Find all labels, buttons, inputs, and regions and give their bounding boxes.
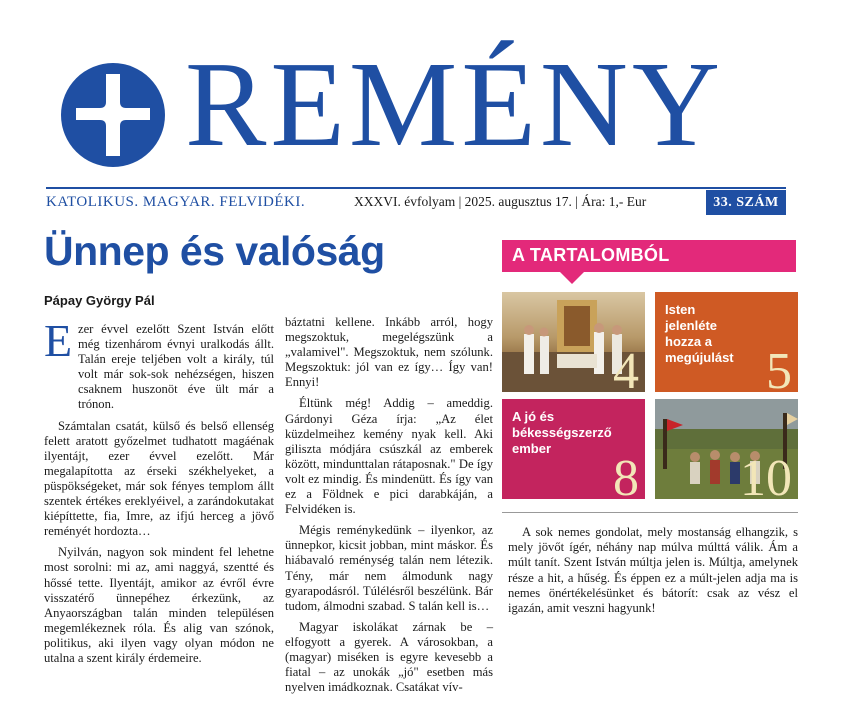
- article-column-2: [285, 315, 493, 701]
- paragraph: báztatni kellene. Inkább arról, hogy megszoktuk, megelégszünk a „valamivel". Megszoktuk, nem szólunk. Megszoktuk: jól van ez így… Így van! Ennyi!: [285, 315, 493, 390]
- article-column-1: [44, 322, 274, 672]
- article-headline: Ünnep és valóság: [44, 228, 385, 274]
- contents-tile-isten-jelenlete[interactable]: [655, 292, 798, 392]
- contents-tile-caption: A jó és békességszerző ember: [512, 409, 612, 456]
- paragraph: Éltünk még! Addig – ameddig. Gárdonyi Géza írja: „Az élet küzdelmeihez kemény nyak kell. Aki giliszta módjára csúszkál az emberek között, mindunttalan rátaposnak." De így volt ez mindig. És mindenütt. És így van ez a Földnek e pici darabkáján, a Felvidéken is.: [285, 396, 493, 517]
- summary-text: A sok nemes gondolat, mely mostanság elhangzik, s mely jövőt ígér, néhány nap múlva múlttá válik. Ám a múlt tanít. Szent István múltja jelen is. Múltja, amelynek része a hit, a hűség. És éppen ez a múlt-jelen adja ma is nemes önértékelésünket és bátorít: csak az vész el igazán, amit veszni hagyunk!: [508, 525, 798, 616]
- page-number: 10: [740, 450, 792, 499]
- dropcap: E: [44, 315, 73, 366]
- page-number: 8: [613, 450, 639, 499]
- issue-info: XXXVI. évfolyam | 2025. augusztus 17. | Ára: 1,- Eur: [354, 194, 647, 209]
- contents-title: A TARTALOMBÓL: [512, 245, 670, 265]
- page-number: 5: [766, 343, 792, 392]
- contents-tile-church-photo[interactable]: [502, 292, 645, 392]
- page-number: 4: [613, 343, 639, 392]
- cross-logo-icon: [58, 60, 168, 170]
- paragraph: Magyar iskolákat zárnak be – elfogyott a gyerek. A városokban, a (magyar) miséken is egyre kevesebb a fiatal – az unokák „jó" esetben más nyelven imádkoznak. Csatákat vív-: [285, 619, 493, 695]
- paragraph: Mégis reménykedünk – ilyenkor, az ünnepkor, kicsit jobban, mint máskor. És hiábavaló reménység talán nem létezik. Tény, már nem álmodunk nagy gyarapodásról. Túlélésről beszélünk. Bár tudom, álmodni szabad. S talán kell is…: [285, 523, 493, 613]
- issue-number-badge: 33. SZÁM: [706, 190, 786, 215]
- masthead-rule-top: [46, 187, 786, 189]
- masthead-title: REMÉNY: [185, 37, 725, 172]
- article-author: Pápay György Pál: [44, 293, 155, 308]
- contents-summary: [508, 525, 798, 616]
- paragraph: zer évvel ezelőtt Szent István előtt még tizenhárom évnyi uralkodás állt. Talán ereje teljében volt a király, túl volt már sok-sok nehézségen, hiszen csaknem huszonöt éve ült már a trónon.: [78, 322, 274, 412]
- contents-header-pointer: [560, 272, 584, 284]
- contents-tile-caption: Isten jelenléte hozza a megújulást: [665, 302, 734, 365]
- paragraph: Nyilván, nagyon sok mindent fel lehetne most sorolni: mi az, ami naggyá, szentté és hőssé tette. Ilyentájt, amikor az évről évre visszatérő ünnepéhez érkezünk, az Anyaországban talán minden településen megemlékeznek róla. És alig van szónok, politikus, aki ilyen vagy olyan módon ne utalna a szent király érdemeire.: [44, 545, 274, 665]
- contents-tile-procession-photo[interactable]: [655, 399, 798, 499]
- contents-tile-jo-ember[interactable]: [502, 399, 645, 499]
- paragraph: Számtalan csatát, külső és belső ellenség felett aratott győzelmet tudhatott magáénak ilyentájt, ezer évvel ezelőtt. Már megalapította az érseki székhelyeket, a püspökségeket, már sok fényes templom állt szentek értékes ereklyéivel, a zarándokutakat kiépíttette, fia, Imre, az ifjú herceg a jövő reményét hordozta…: [44, 418, 274, 539]
- contents-divider: [502, 512, 798, 513]
- tagline: KATOLIKUS. MAGYAR. FELVIDÉKI.: [46, 194, 306, 210]
